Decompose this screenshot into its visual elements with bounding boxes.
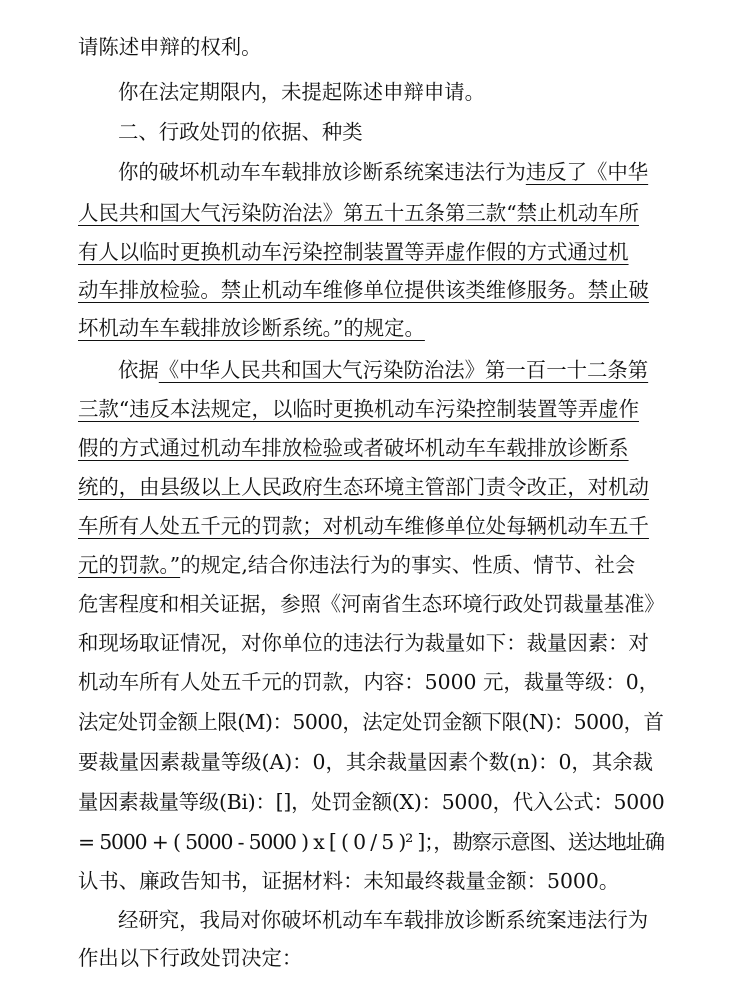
text-run: 量因素裁量等级(Bi)：[]，处罚金额(X)：5000，代入公式：5000	[78, 790, 664, 814]
underlined-text: 动车排放检验。禁止机动车维修单位提供该类维修服务。禁止破	[78, 278, 649, 302]
underlined-text: 人民共和国大气污染防治法》第五十五条第三款“禁止机动车所	[78, 201, 639, 225]
text-line	[78, 702, 664, 742]
text-line	[78, 584, 664, 624]
text-run: 危害程度和相关证据，参照《河南省生态环境行政处罚裁量基准》	[78, 592, 664, 616]
text-run: 依据	[118, 358, 159, 382]
text-line	[78, 270, 664, 310]
text-run: 的规定,结合你违法行为的事实、性质、情节、社会	[180, 553, 636, 577]
text-run: 认书、廉政告知书，证据材料：未知最终裁量金额：5000。	[78, 869, 620, 893]
underlined-text: 假的方式通过机动车排放检验或者破坏机动车车载排放诊断系	[78, 436, 629, 460]
text-line	[118, 72, 664, 112]
text-run: 你的破坏机动车车载排放诊断系统案违法行为	[118, 160, 526, 184]
text-line	[78, 389, 664, 429]
text-run: 机动车所有人处五千元的罚款，内容：5000 元，裁量等级：0，	[78, 670, 660, 694]
underlined-text: 坏机动车车载排放诊断系统。”的规定。	[78, 316, 425, 340]
text-line	[78, 545, 664, 585]
text-run: 和现场取证情况，对你单位的违法行为裁量如下：裁量因素：对	[78, 631, 649, 655]
text-run: 二、行政处罚的依据、种类	[118, 120, 363, 144]
text-line	[78, 428, 664, 468]
text-line	[78, 308, 664, 348]
underlined-text: 车所有人处五千元的罚款；对机动车维修单位处每辆机动车五千	[78, 514, 649, 538]
text-line	[78, 662, 664, 702]
underlined-text: 统的，由县级以上人民政府生态环境主管部门责令改正，对机动	[78, 475, 649, 499]
text-run: 请陈述申辩的权利。	[78, 35, 262, 59]
section-heading	[118, 112, 664, 152]
text-line	[78, 193, 664, 233]
text-line	[78, 232, 664, 272]
text-line	[78, 27, 664, 67]
text-run: 经研究，我局对你破坏机动车车载排放诊断系统案违法行为	[118, 908, 649, 932]
text-line	[78, 467, 664, 507]
text-run: 要裁量因素裁量等级(A)：0，其余裁量因素个数(n)：0，其余裁	[78, 750, 653, 774]
text-line	[78, 742, 664, 782]
text-line	[78, 623, 664, 663]
underlined-text: 元的罚款。”	[78, 553, 181, 577]
text-run: 你在法定期限内，未提起陈述申辩申请。	[118, 80, 486, 104]
text-line	[78, 782, 664, 822]
text-run: = 5000 + ( 5000 - 5000 ) x [ ( 0 / 5 )² ]；，勘察示意图、送达地址确	[78, 830, 664, 854]
underlined-text: 《中华人民共和国大气污染防治法》第一百一十二条第	[158, 358, 649, 382]
text-line	[118, 152, 664, 192]
formula-line	[78, 822, 664, 862]
underlined-text: 违反了《中华	[525, 160, 649, 184]
text-line	[78, 506, 664, 546]
text-line	[78, 861, 664, 901]
text-run: 法定处罚金额上限(M)：5000，法定处罚金额下限(N)：5000，首	[78, 710, 664, 734]
text-run: 作出以下行政处罚决定：	[78, 946, 303, 970]
text-line	[118, 900, 664, 940]
underlined-text: 有人以临时更换机动车污染控制装置等弄虚作假的方式通过机	[78, 240, 629, 264]
text-line	[78, 938, 664, 978]
underlined-text: 三款“违反本法规定，以临时更换机动车污染控制装置等弄虚作	[78, 397, 639, 421]
text-line	[118, 350, 664, 390]
